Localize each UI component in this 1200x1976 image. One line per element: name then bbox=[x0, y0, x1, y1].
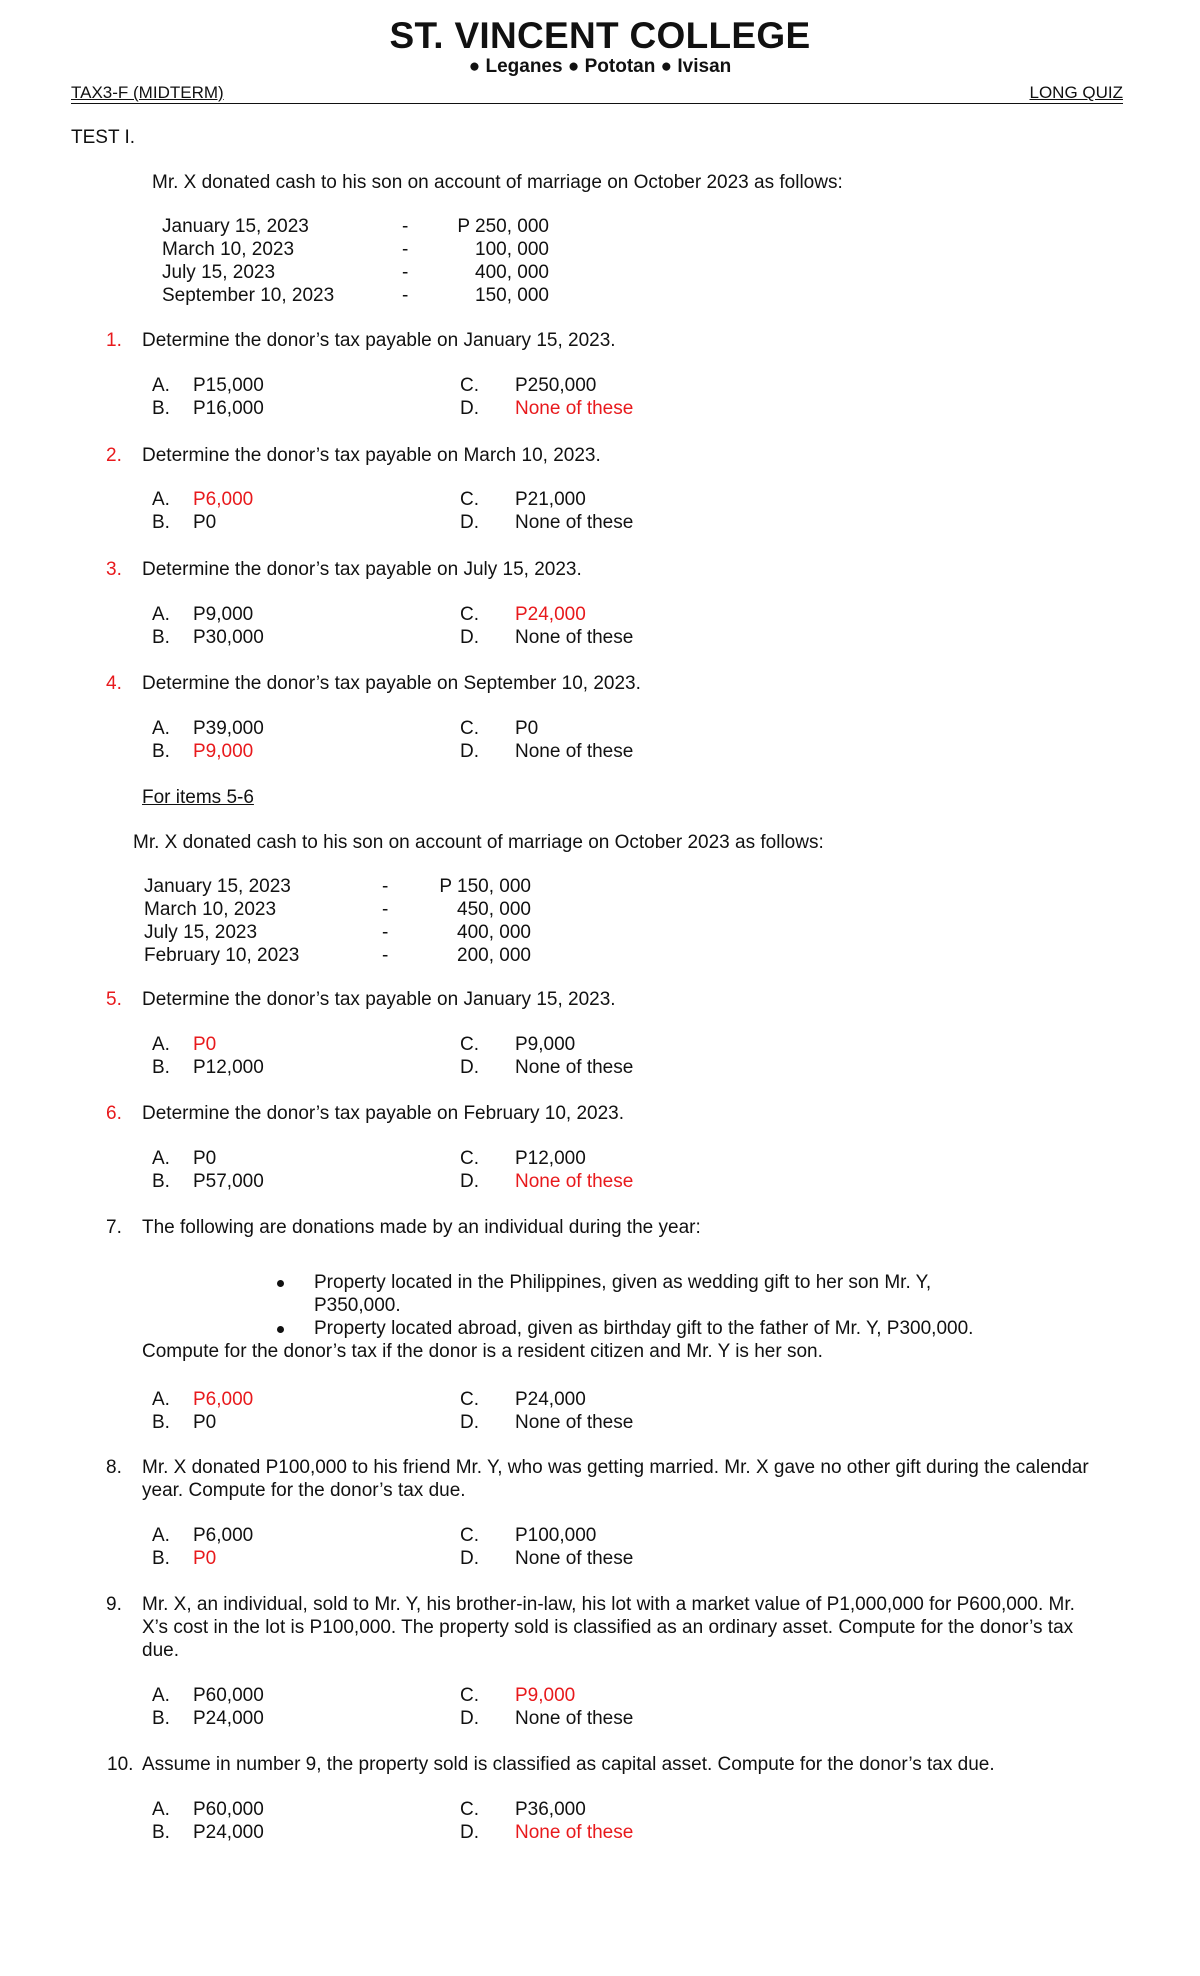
donation-date: September 10, 2023 bbox=[162, 285, 335, 306]
campus-list bbox=[0, 56, 1200, 79]
option-letter[interactable]: D. bbox=[460, 1548, 479, 1569]
option-letter[interactable]: D. bbox=[460, 512, 479, 533]
correct-answer-option[interactable]: P6,000 bbox=[193, 1389, 254, 1410]
option-letter[interactable]: A. bbox=[152, 375, 170, 396]
question-text: Determine the donor’s tax payable on March 10, 2023. bbox=[142, 445, 601, 466]
donation-amount: 450, 000 bbox=[457, 899, 531, 920]
option-letter[interactable]: C. bbox=[460, 718, 479, 739]
bullet-text: Property located in the Philippines, given as wedding gift to her son Mr. Y, bbox=[314, 1272, 932, 1293]
donation-date: January 15, 2023 bbox=[162, 216, 309, 237]
option-letter[interactable]: C. bbox=[460, 1034, 479, 1055]
question-text: year. Compute for the donor’s tax due. bbox=[142, 1480, 466, 1501]
dash: - bbox=[402, 262, 409, 283]
answer-option[interactable]: P57,000 bbox=[193, 1171, 264, 1192]
answer-option[interactable]: P21,000 bbox=[515, 489, 586, 510]
answer-option[interactable]: None of these bbox=[515, 1708, 634, 1729]
option-letter[interactable]: A. bbox=[152, 1034, 170, 1055]
option-letter[interactable]: B. bbox=[152, 1412, 170, 1433]
test-label: TEST I. bbox=[71, 127, 136, 148]
option-letter[interactable]: C. bbox=[460, 375, 479, 396]
answer-option[interactable]: None of these bbox=[515, 627, 634, 648]
donation-date: March 10, 2023 bbox=[144, 899, 277, 920]
question-number: 9. bbox=[106, 1594, 122, 1615]
question-text: Mr. X donated P100,000 to his friend Mr. Y, who was getting married. Mr. X gave no other gift during the calendar bbox=[142, 1457, 1089, 1478]
question-number: 7. bbox=[106, 1217, 122, 1238]
intro-text: Mr. X donated cash to his son on account of marriage on October 2023 as follows: bbox=[133, 832, 824, 853]
items-5-6-label: For items 5-6 bbox=[142, 787, 254, 808]
header-divider bbox=[71, 103, 1123, 104]
option-letter[interactable]: A. bbox=[152, 1525, 170, 1546]
option-letter[interactable]: D. bbox=[460, 1708, 479, 1729]
campus-name: Leganes bbox=[485, 56, 563, 77]
option-letter[interactable]: C. bbox=[460, 1799, 479, 1820]
question-number: 2. bbox=[106, 445, 122, 466]
answer-option[interactable]: P9,000 bbox=[515, 1034, 576, 1055]
option-letter[interactable]: D. bbox=[460, 1412, 479, 1433]
correct-answer-option[interactable]: None of these bbox=[515, 1171, 634, 1192]
question-number: 10. bbox=[107, 1754, 134, 1775]
question-text: X’s cost in the lot is P100,000. The property sold is classified as an ordinary asset. Compute for the donor’s tax bbox=[142, 1617, 1074, 1638]
bullet-icon: ● bbox=[567, 56, 585, 77]
option-letter[interactable]: B. bbox=[152, 1057, 170, 1078]
question-text: Determine the donor’s tax payable on September 10, 2023. bbox=[142, 673, 641, 694]
donation-amount: P 150, 000 bbox=[439, 876, 531, 897]
donation-amount: P 250, 000 bbox=[457, 216, 549, 237]
donation-amount: 100, 000 bbox=[475, 239, 549, 260]
option-letter[interactable]: B. bbox=[152, 1708, 170, 1729]
answer-option[interactable]: None of these bbox=[515, 1412, 634, 1433]
question-number: 5. bbox=[106, 989, 122, 1010]
answer-option[interactable]: None of these bbox=[515, 741, 634, 762]
option-letter[interactable]: B. bbox=[152, 627, 170, 648]
option-letter[interactable]: D. bbox=[460, 1171, 479, 1192]
course-code: TAX3-F (MIDTERM) bbox=[71, 83, 224, 102]
answer-option[interactable]: None of these bbox=[515, 1548, 634, 1569]
question-text: Determine the donor’s tax payable on January 15, 2023. bbox=[142, 989, 616, 1010]
bullet-text: Property located abroad, given as birthday gift to the father of Mr. Y, P300,000. bbox=[314, 1318, 974, 1339]
exam-type: LONG QUIZ bbox=[1029, 83, 1123, 102]
option-letter[interactable]: A. bbox=[152, 1148, 170, 1169]
option-letter[interactable]: B. bbox=[152, 1822, 170, 1843]
donation-amount: 200, 000 bbox=[457, 945, 531, 966]
option-letter[interactable]: D. bbox=[460, 398, 479, 419]
answer-option[interactable]: P9,000 bbox=[193, 604, 254, 625]
question-text: Assume in number 9, the property sold is classified as capital asset. Compute for the donor’s tax due. bbox=[142, 1754, 995, 1775]
answer-option[interactable]: P12,000 bbox=[193, 1057, 264, 1078]
option-letter[interactable]: A. bbox=[152, 1685, 170, 1706]
answer-option[interactable]: P39,000 bbox=[193, 718, 264, 739]
donation-amount: 400, 000 bbox=[475, 262, 549, 283]
dash: - bbox=[382, 922, 389, 943]
question-number: 6. bbox=[106, 1103, 122, 1124]
option-letter[interactable]: A. bbox=[152, 1389, 170, 1410]
correct-answer-option[interactable]: P6,000 bbox=[193, 489, 254, 510]
correct-answer-option[interactable]: P0 bbox=[193, 1548, 217, 1569]
question-number: 8. bbox=[106, 1457, 122, 1478]
bullet-icon bbox=[277, 1326, 284, 1333]
question-text: Determine the donor’s tax payable on July 15, 2023. bbox=[142, 559, 582, 580]
answer-option[interactable]: P250,000 bbox=[515, 375, 597, 396]
option-letter[interactable]: C. bbox=[460, 1389, 479, 1410]
answer-option[interactable]: P0 bbox=[193, 512, 217, 533]
option-letter[interactable]: C. bbox=[460, 1148, 479, 1169]
option-letter[interactable]: B. bbox=[152, 1548, 170, 1569]
correct-answer-option[interactable]: None of these bbox=[515, 398, 634, 419]
answer-option[interactable]: P16,000 bbox=[193, 398, 264, 419]
question-text: due. bbox=[142, 1640, 179, 1661]
option-letter[interactable]: C. bbox=[460, 1685, 479, 1706]
donation-date: January 15, 2023 bbox=[144, 876, 291, 897]
donation-date: March 10, 2023 bbox=[162, 239, 295, 260]
option-letter[interactable]: A. bbox=[152, 1799, 170, 1820]
answer-option[interactable]: P24,000 bbox=[515, 1389, 586, 1410]
donation-amount: 400, 000 bbox=[457, 922, 531, 943]
answer-option[interactable]: None of these bbox=[515, 1057, 634, 1078]
intro-text: Mr. X donated cash to his son on account of marriage on October 2023 as follows: bbox=[152, 172, 843, 193]
correct-answer-option[interactable]: P9,000 bbox=[515, 1685, 576, 1706]
option-letter[interactable]: B. bbox=[152, 1171, 170, 1192]
question-number: 1. bbox=[106, 330, 122, 351]
option-letter[interactable]: D. bbox=[460, 1822, 479, 1843]
option-letter[interactable]: B. bbox=[152, 512, 170, 533]
donation-amount: 150, 000 bbox=[475, 285, 549, 306]
answer-option[interactable]: P36,000 bbox=[515, 1799, 586, 1820]
dash: - bbox=[382, 899, 389, 920]
answer-option[interactable]: P12,000 bbox=[515, 1148, 586, 1169]
option-letter[interactable]: B. bbox=[152, 398, 170, 419]
answer-option[interactable]: None of these bbox=[515, 512, 634, 533]
option-letter[interactable]: D. bbox=[460, 627, 479, 648]
answer-option[interactable]: P0 bbox=[193, 1148, 217, 1169]
dash: - bbox=[382, 876, 389, 897]
answer-option[interactable]: P100,000 bbox=[515, 1525, 597, 1546]
correct-answer-option[interactable]: P0 bbox=[193, 1034, 217, 1055]
answer-option[interactable]: P30,000 bbox=[193, 627, 264, 648]
question-number: 4. bbox=[106, 673, 122, 694]
question-text: Mr. X, an individual, sold to Mr. Y, his brother-in-law, his lot with a market value of P1,000,000 for P600,000. Mr. bbox=[142, 1594, 1075, 1615]
dash: - bbox=[382, 945, 389, 966]
option-letter[interactable]: A. bbox=[152, 604, 170, 625]
answer-option[interactable]: P6,000 bbox=[193, 1525, 254, 1546]
answer-option[interactable]: P0 bbox=[515, 718, 539, 739]
option-letter[interactable]: C. bbox=[460, 604, 479, 625]
question-text: Determine the donor’s tax payable on January 15, 2023. bbox=[142, 330, 616, 351]
question-text: Compute for the donor’s tax if the donor is a resident citizen and Mr. Y is her son. bbox=[142, 1341, 823, 1362]
dash: - bbox=[402, 239, 409, 260]
option-letter[interactable]: A. bbox=[152, 489, 170, 510]
question-text: Determine the donor’s tax payable on February 10, 2023. bbox=[142, 1103, 624, 1124]
correct-answer-option[interactable]: None of these bbox=[515, 1822, 634, 1843]
answer-option[interactable]: P15,000 bbox=[193, 375, 264, 396]
option-letter[interactable]: C. bbox=[460, 1525, 479, 1546]
option-letter[interactable]: D. bbox=[460, 741, 479, 762]
school-title: ST. VINCENT COLLEGE bbox=[389, 15, 811, 56]
answer-option[interactable]: P60,000 bbox=[193, 1685, 264, 1706]
answer-option[interactable]: P60,000 bbox=[193, 1799, 264, 1820]
bullet-text: P350,000. bbox=[314, 1295, 401, 1316]
bullet-icon bbox=[277, 1280, 284, 1287]
option-letter[interactable]: A. bbox=[152, 718, 170, 739]
campus-name: Pototan bbox=[584, 56, 656, 77]
bullet-icon: ● bbox=[468, 56, 486, 77]
bullet-icon: ● bbox=[660, 56, 678, 77]
correct-answer-option[interactable]: P24,000 bbox=[515, 604, 586, 625]
answer-option[interactable]: P0 bbox=[193, 1412, 217, 1433]
donation-date: July 15, 2023 bbox=[144, 922, 258, 943]
correct-answer-option[interactable]: P9,000 bbox=[193, 741, 254, 762]
option-letter[interactable]: B. bbox=[152, 741, 170, 762]
donation-date: July 15, 2023 bbox=[162, 262, 276, 283]
dash: - bbox=[402, 216, 409, 237]
option-letter[interactable]: C. bbox=[460, 489, 479, 510]
donation-date: February 10, 2023 bbox=[144, 945, 300, 966]
question-text: The following are donations made by an individual during the year: bbox=[142, 1217, 701, 1238]
answer-option[interactable]: P24,000 bbox=[193, 1822, 264, 1843]
question-number: 3. bbox=[106, 559, 122, 580]
answer-option[interactable]: P24,000 bbox=[193, 1708, 264, 1729]
option-letter[interactable]: D. bbox=[460, 1057, 479, 1078]
campus-name: Ivisan bbox=[677, 56, 732, 77]
dash: - bbox=[402, 285, 409, 306]
